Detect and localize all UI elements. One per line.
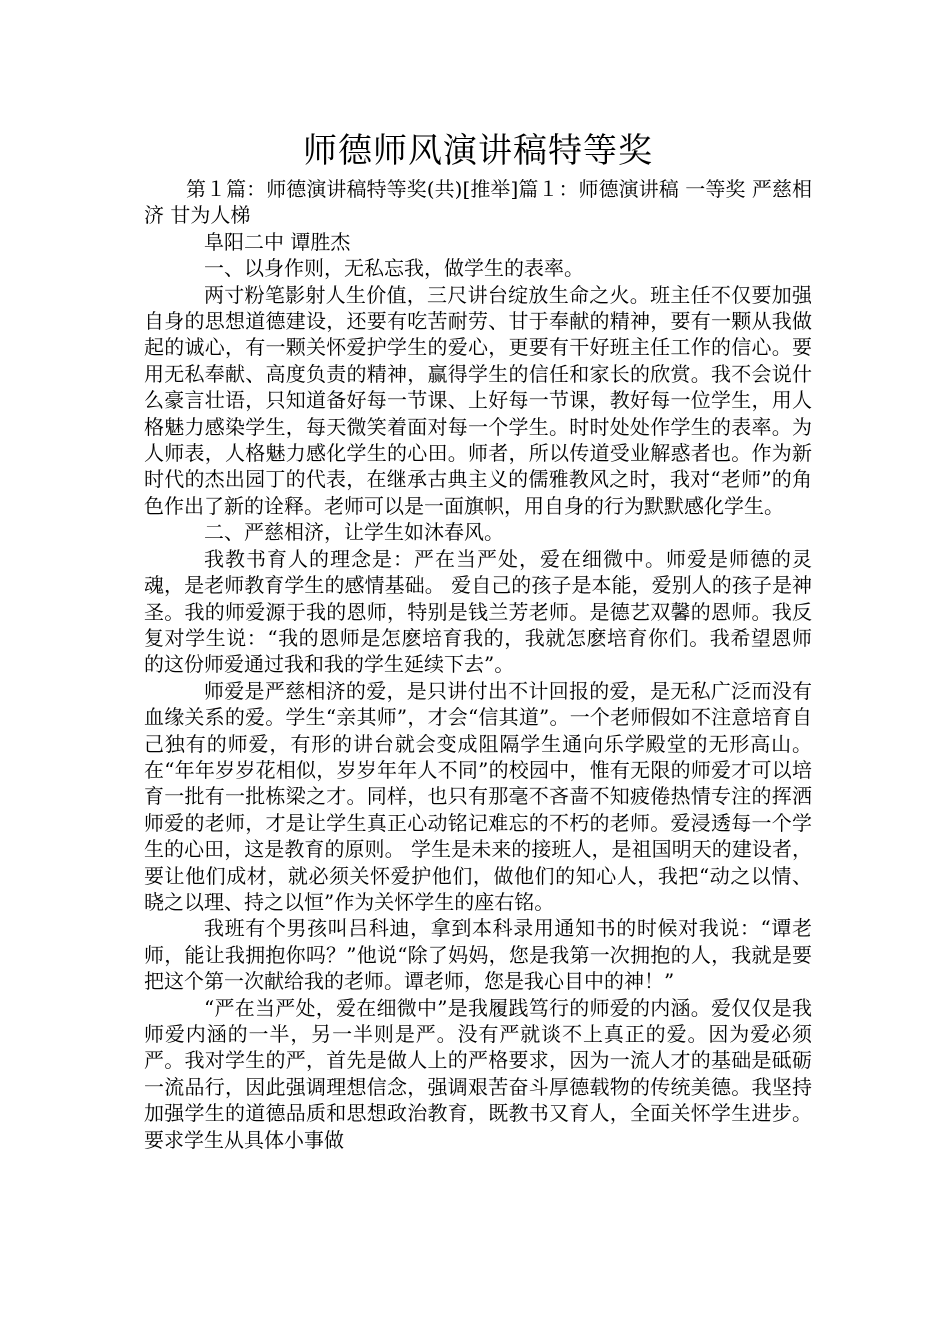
paragraph: 二、严慈相济，让学生如沐春风。: [204, 520, 504, 545]
paragraph: 我班有个男孩叫吕科迪，拿到本科录用通知书的时候对我说：“谭老师，能让我拥抱你吗？”他说“除了妈妈，您是我第一次拥抱的人，我就是要把这个第一次献给我的老师。谭老师，您是我心目中的神！”: [144, 916, 812, 994]
paragraph: 一、以身作则，无私忘我，做学生的表率。: [204, 256, 584, 281]
paragraph: “严在当严处，爱在细微中”是我履践笃行的师爱的内涵。爱仅仅是我师爱内涵的一半，另一半则是严。没有严就谈不上真正的爱。因为爱必须严。我对学生的严，首先是做人上的严格要求，因为一流人才的基础是砥砺一流品行，因此强调理想信念，强调艰苦奋斗厚德载物的传统美德。我坚持加强学生的道德品质和思想政治教育，既教书又育人，全面关怀学生进步。要求学生从具体小事做: [144, 995, 812, 1152]
paragraph: 两寸粉笔影射人生价值，三尺讲台绽放生命之火。班主任不仅要加强自身的思想道德建设，还要有吃苦耐劳、甘于奉献的精神，要有一颗从我做起的诚心，有一颗关怀爱护学生的爱心，更要有干好班主任工作的信心。要用无私奉献、高度负责的精神，赢得学生的信任和家长的欣赏。我不会说什么豪言壮语，只知道备好每一节课、上好每一节课，教好每一位学生，用人格魅力感染学生，每天微笑着面对每一个学生。时时处处作学生的表率。为人师表，人格魅力感化学生的心田。师者，所以传道受业解惑者也。作为新时代的杰出园丁的代表，在继承古典主义的儒雅教风之时，我对“老师”的角色作出了新的诠释。老师可以是一面旗帜，用自身的行为默默感化学生。: [144, 282, 812, 518]
paragraph: 阜阳二中 谭胜杰: [204, 229, 351, 254]
document-body: [144, 176, 812, 1153]
paragraph: 第１篇：师德演讲稿特等奖(共)[推举]篇１：师德演讲稿 一等奖 严慈相济 甘为人梯: [144, 177, 812, 228]
paragraph: 我教书育人的理念是：严在当严处，爱在细微中。师爱是师德的灵魂，是老师教育学生的感情基础。 爱自己的孩子是本能，爱别人的孩子是神圣。我的师爱源于我的恩师，特别是钱兰芳老师。是德艺双馨的恩师。我反复对学生说：“我的恩师是怎麽培育我的，我就怎麽培育你们。我希望恩师的这份师爱通过我和我的学生延续下去”。: [144, 546, 812, 677]
document-page: [144, 128, 812, 1153]
paragraph: 师爱是严慈相济的爱，是只讲付出不计回报的爱，是无私广泛而没有血缘关系的爱。学生“亲其师”，才会“信其道”。一个老师假如不注意培育自己独有的师爱，有形的讲台就会变成阻隔学生通向乐学殿堂的无形高山。在“年年岁岁花相似，岁岁年年人不同”的校园中，惟有无限的师爱才可以培育一批有一批栋梁之才。同样，也只有那毫不吝啬不知疲倦热情专注的挥洒师爱的老师，才是让学生真正心动铭记难忘的不朽的老师。爱浸透每一个学生的心田，这是教育的原则。 学生是未来的接班人，是祖国明天的建设者，要让他们成材，就必须关怀爱护他们，做他们的知心人，我把“动之以情、晓之以理、持之以恒”作为关怀学生的座右铭。: [144, 678, 812, 914]
document-title: 师德师风演讲稿特等奖: [303, 131, 653, 171]
